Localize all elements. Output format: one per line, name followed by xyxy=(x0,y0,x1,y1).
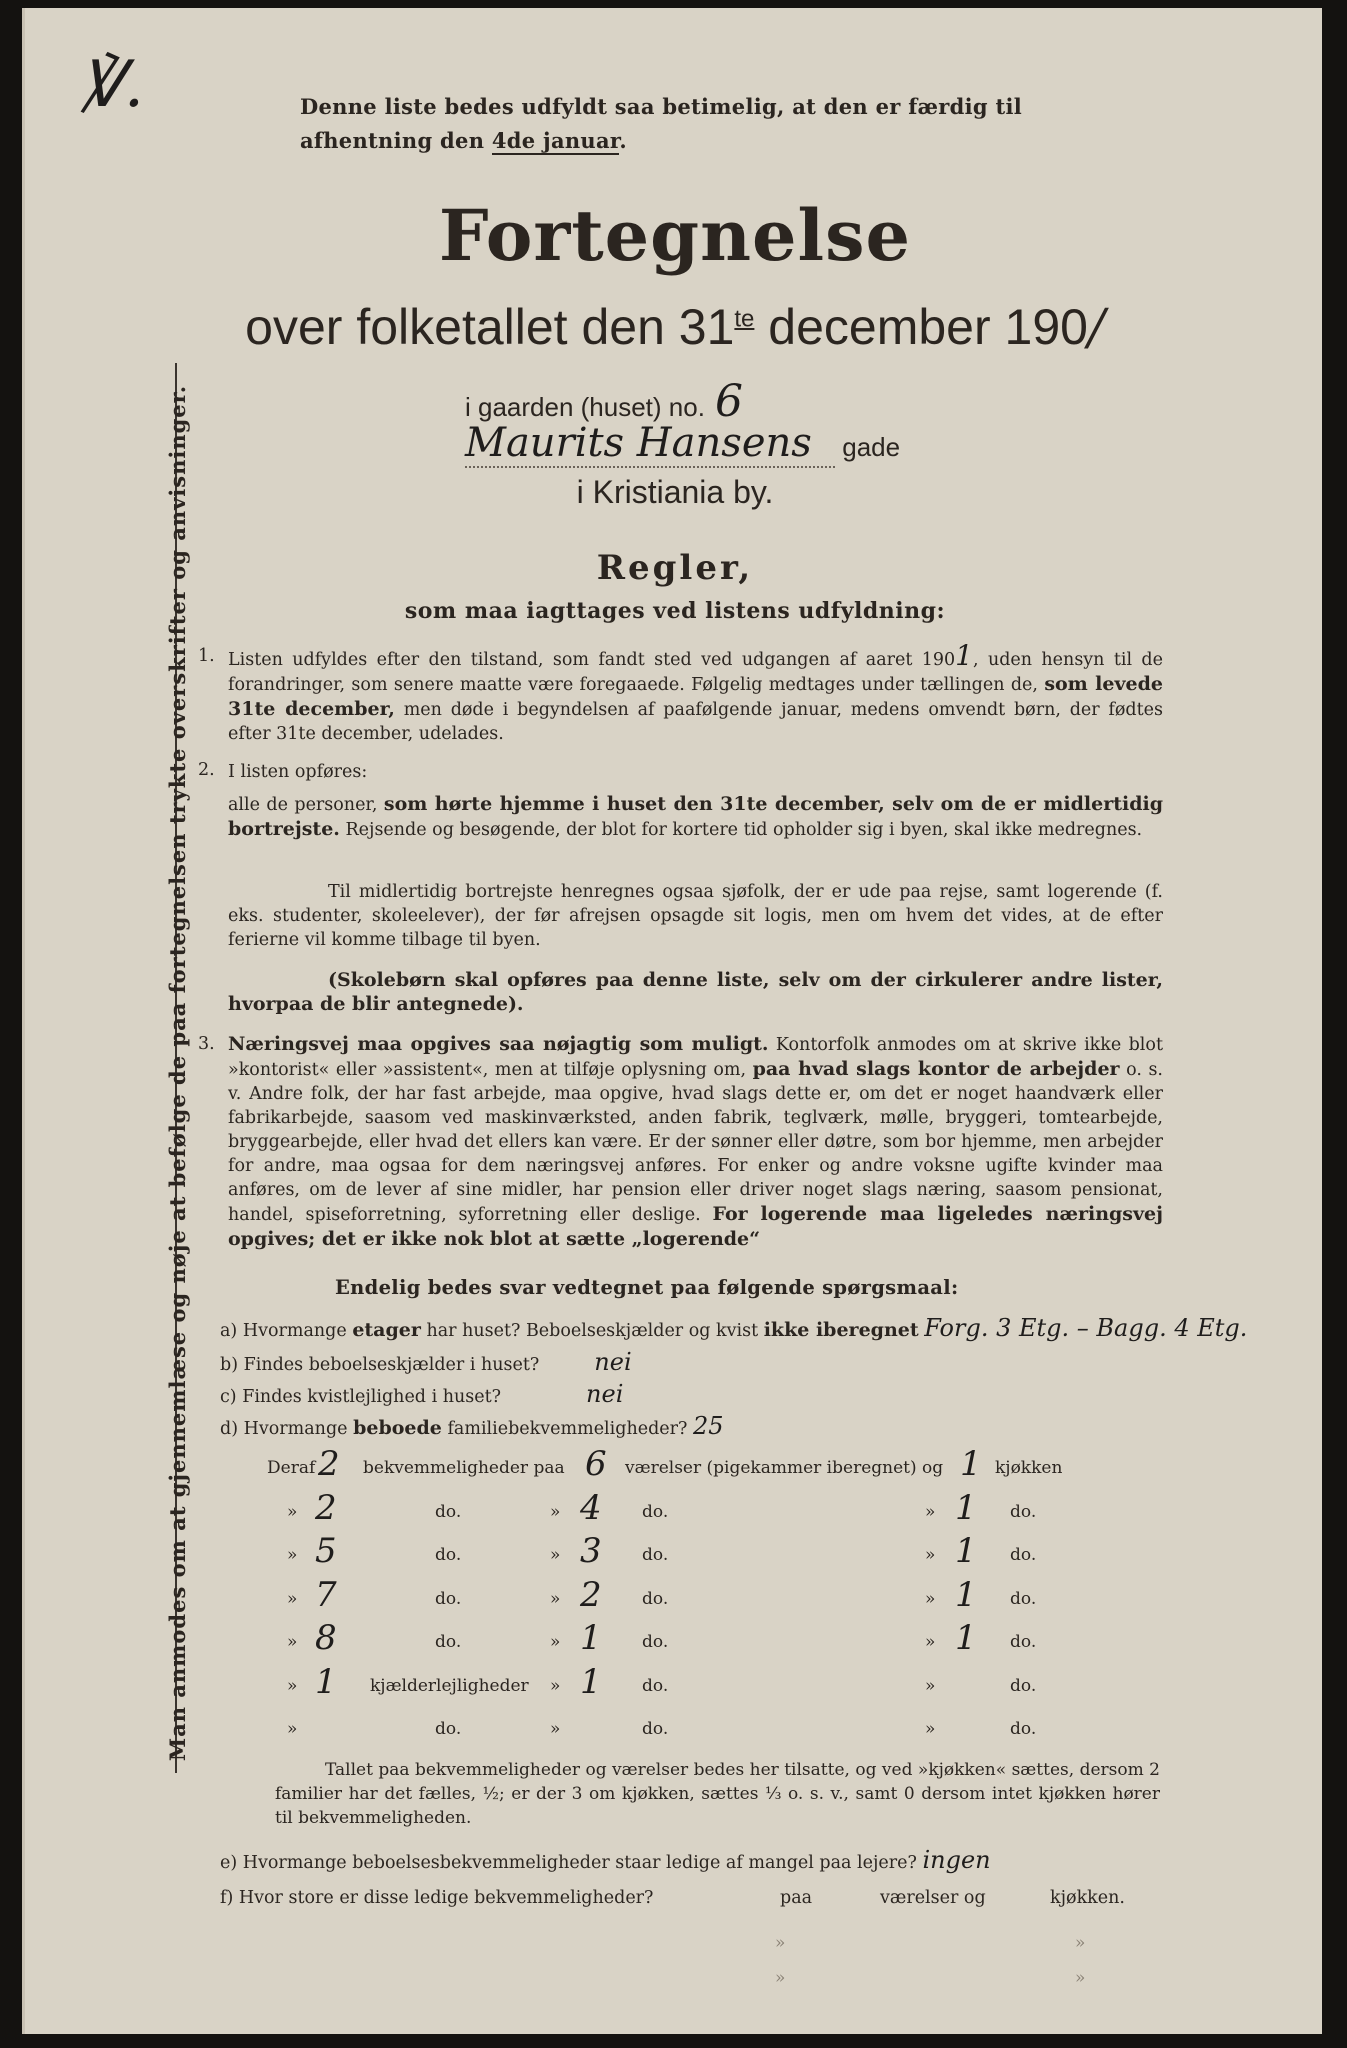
count-field[interactable]: 7 xyxy=(315,1575,337,1615)
table-row: » do. » do. » do. xyxy=(287,1719,1037,1739)
city-line: i Kristiania by. xyxy=(576,474,774,510)
count-field[interactable]: 5 xyxy=(315,1531,337,1571)
rule-2-number: 2. xyxy=(198,760,215,780)
rule-2-text: alle de personer, som hørte hjemme i huset den 31te december, selv om de er midlertidig bortrejste. Rejsende og besøgende, der blot for kortere tid opholder sig i byen, skal ikke medregnes. xyxy=(228,793,1163,840)
answer-a-field[interactable]: Forg. 3 Etg. – Bagg. 4 Etg. xyxy=(924,1314,1248,1342)
page-subtitle: over folketallet den $31^{te}$ december 190/ xyxy=(245,298,1105,356)
questions-heading: Endelig bedes svar vedtegnet paa følgende spørgsmaal: xyxy=(335,1276,959,1299)
house-number-field[interactable]: 6 xyxy=(714,376,743,427)
census-form-page xyxy=(22,8,1322,2034)
street-name-field[interactable]: Maurits Hansens xyxy=(465,420,835,468)
rules-heading: Regler, xyxy=(596,548,754,588)
house-number-line: i gaarden (huset) no. 6 xyxy=(465,376,743,427)
count-field[interactable]: 2 xyxy=(318,1444,340,1484)
faint-guide-marks: » xyxy=(775,1933,786,1953)
rooms-field[interactable]: 6 xyxy=(585,1444,607,1484)
rules-subheading: som maa iagttages ved listens udfyldning: xyxy=(404,598,946,624)
table-row: » 5 do. » 3 do. » 1 do. xyxy=(287,1531,1037,1571)
kitchens-field[interactable]: 1 xyxy=(960,1444,982,1484)
kitchens-field[interactable]: 1 xyxy=(955,1531,977,1571)
sidebar-instruction: Man anmodes om at gjennemlæse og nøje at befølge de paa fortegnelsen trykte overskrifter og anvisninger. xyxy=(165,384,190,1762)
kitchens-field[interactable]: 1 xyxy=(955,1488,977,1528)
rooms-field[interactable]: 1 xyxy=(580,1618,602,1658)
answer-e-field[interactable]: ingen xyxy=(922,1846,991,1874)
answer-c-field[interactable]: nei xyxy=(586,1380,624,1408)
page-title: Fortegnelse xyxy=(438,194,912,277)
kitchens-field[interactable]: 1 xyxy=(955,1618,977,1658)
rule-1-year-field[interactable]: 1 xyxy=(955,639,973,672)
rule-2-paragraph-2: Til midlertidig bortrejste henregnes ogsaa sjøfolk, der er ude paa rejse, samt logerende (f. eks. studenter, skoleelever), der før afrejsen opsagde sit logis, men om hvem det vides, at de efter ferierne vil komme tilbage til byen. xyxy=(228,882,1163,950)
rooms-field[interactable]: 4 xyxy=(580,1488,602,1528)
rule-2-head: I listen opføres: xyxy=(228,762,368,782)
notice-date: 4de januar xyxy=(491,128,620,153)
notice-line2: afhentning den 4de januar. xyxy=(300,128,627,153)
table-note: Tallet paa bekvemmeligheder og værelser bedes her tilsatte, og ved »kjøkken« sættes, dersom 2 familier har det fælles, ½; er der 3 om kjøkken, sættes ⅓ o. s. v., samt 0 dersom intet kjøkken hører til bekvemmeligheden. xyxy=(275,1760,1160,1828)
answer-b-field[interactable]: nei xyxy=(594,1348,632,1376)
rule-1-number: 1. xyxy=(198,646,215,666)
question-f: f) Hvor store er disse ledige bekvemmeligheder? paa værelser og kjøkken. xyxy=(220,1888,1125,1908)
question-a: a) Hvormange etager har huset? Beboelseskjælder og kvist ikke iberegnet Forg. 3 Etg. – Bagg. 4 Etg. xyxy=(220,1314,1248,1342)
rule-3-text: Næringsvej maa opgives saa nøjagtig som muligt. Kontorfolk anmodes om at skrive ikke blot »kontorist« eller »assistent«, men at tilføje oplysning om, paa hvad slags kontor de arbejder o. s. v. Andre folk, der har fast arbejde, maa opgive, hvad slags dette er, om det er noget haandværk eller fabrikarbejde, saasom ved maskinværksted, anden fabrik, teglværk, mølle, bryggeri, tomtearbejde, bryggearbejde, eller hvad det ellers kan være. Er der sønner eller døtre, som bor hjemme, men arbejder for andre, maa ogsaa for dem næringsvej anføres. For enker og andre voksne ugifte kvinder maa anføres, om de lever af sine midler, har pension eller driver noget slags næring, saasom pensionat, handel, spiseforretning, syforretning eller deslige. For logerende maa ligeledes næringsvej opgives; det er ikke nok blot at sætte „logerende“ xyxy=(228,1033,1163,1250)
handwritten-year[interactable]: / xyxy=(1087,298,1105,356)
kitchens-field[interactable]: 1 xyxy=(955,1575,977,1615)
table-row: » 7 do. » 2 do. » 1 do. xyxy=(287,1575,1037,1615)
rooms-field[interactable]: 1 xyxy=(580,1662,602,1702)
table-row: » 2 do. » 4 do. » 1 do. xyxy=(287,1488,1037,1528)
table-row-first: Deraf 2 bekvemmeligheder paa 6 værelser (pigekammer iberegnet) og 1 kjøkken xyxy=(267,1444,1063,1484)
rooms-field[interactable]: 3 xyxy=(580,1531,602,1571)
table-row: » 1 kjælderlejligheder » 1 do. » do. xyxy=(287,1662,1037,1702)
rule-1-text: Listen udfyldes efter den tilstand, som fandt sted ved udgangen af aaret 1901, uden hensyn til de forandringer, som senere maatte være foregaaede. Følgelig medtages under tællingen de, som levede 31te december, men døde i begyndelsen af paafølgende januar, medens omvendt børn, der fødtes efter 31te december, udelades. xyxy=(228,639,1163,744)
question-c: c) Findes kvistlejlighed i huset? nei xyxy=(220,1380,624,1408)
question-d: d) Hvormange beboede familiebekvemmeligheder? 25 xyxy=(220,1412,724,1440)
rooms-field[interactable]: 2 xyxy=(580,1575,602,1615)
faint-guide-marks: » xyxy=(775,1968,786,1988)
count-field[interactable]: 8 xyxy=(315,1618,337,1658)
pickup-notice xyxy=(300,90,1160,158)
table-row: » 8 do. » 1 do. » 1 do. xyxy=(287,1618,1037,1658)
notice-line1: Denne liste bedes udfyldt saa betimelig, at den er færdig til xyxy=(300,94,1023,119)
rule-3-number: 3. xyxy=(198,1034,215,1054)
street-line: Maurits Hansens gade xyxy=(465,420,901,466)
corner-handwritten-mark: ℣. xyxy=(80,48,145,122)
rule-2-paragraph-3: (Skolebørn skal opføres paa denne liste, selv om der cirkulerer andre lister, hvorpaa de blir antegnede). xyxy=(228,969,1163,1015)
count-field[interactable]: 1 xyxy=(315,1662,337,1702)
count-field[interactable]: 2 xyxy=(315,1488,337,1528)
faint-guide-marks: » xyxy=(1075,1933,1086,1953)
question-b: b) Findes beboelseskjælder i huset? nei xyxy=(220,1348,632,1376)
answer-d-field[interactable]: 25 xyxy=(692,1412,724,1440)
faint-guide-marks: » xyxy=(1075,1968,1086,1988)
question-e: e) Hvormange beboelsesbekvemmeligheder staar ledige af mangel paa lejere? ingen xyxy=(220,1846,991,1874)
